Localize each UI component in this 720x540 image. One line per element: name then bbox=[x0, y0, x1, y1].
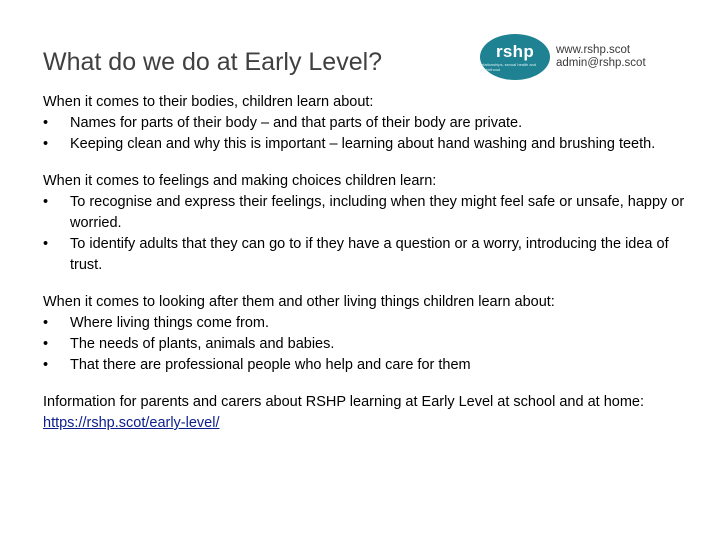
logo-email: admin@rshp.scot bbox=[556, 57, 646, 69]
intro-topic: looking after them and other living things bbox=[159, 294, 420, 310]
intro-topic: their bodies bbox=[159, 94, 235, 110]
rshp-logo bbox=[480, 34, 646, 80]
bullet-icon: • bbox=[43, 336, 49, 352]
list-item-text: The needs of plants, animals and babies. bbox=[70, 336, 335, 352]
intro-text: children learn: bbox=[341, 173, 437, 189]
list-item bbox=[43, 234, 693, 276]
bullet-icon: • bbox=[43, 136, 49, 152]
content bbox=[43, 92, 693, 434]
intro-topic: feelings and making choices bbox=[159, 173, 342, 189]
list-item-text: Where living things come from. bbox=[70, 315, 270, 331]
logo-tagline: relationships, sexual health and parenthood bbox=[480, 61, 537, 72]
logo-badge bbox=[480, 34, 550, 80]
early-level-link[interactable]: https://rshp.scot/early-level/ bbox=[43, 415, 220, 431]
bullet-icon: • bbox=[43, 315, 49, 331]
bullet-icon: • bbox=[43, 115, 49, 131]
intro-text: children learn about: bbox=[419, 294, 555, 310]
intro-text: When it comes to bbox=[43, 294, 160, 310]
list-item-text: Keeping clean and why this is important – learning about hand washing and brushing teeth. bbox=[70, 136, 656, 152]
bullet-icon: • bbox=[43, 194, 49, 210]
bullet-list bbox=[43, 313, 693, 376]
section-feelings bbox=[43, 171, 693, 276]
section-living-things bbox=[43, 292, 693, 376]
intro-text: , children learn about: bbox=[234, 94, 374, 110]
section-intro bbox=[43, 92, 693, 113]
list-item bbox=[43, 113, 693, 134]
footer-info bbox=[43, 392, 693, 434]
intro-text: When it comes to bbox=[43, 94, 160, 110]
list-item bbox=[43, 134, 693, 155]
bullet-icon: • bbox=[43, 357, 49, 373]
list-item-text: To recognise and express their feelings, including when they might feel safe or unsafe, happy or worried. bbox=[70, 194, 685, 231]
list-item bbox=[43, 192, 693, 234]
list-item-text: To identify adults that they can go to if they have a question or a worry, introducing the idea of trust. bbox=[70, 236, 669, 273]
section-bodies bbox=[43, 92, 693, 155]
footer-text: Information for parents and carers about RSHP learning at Early Level at school and at home: bbox=[43, 394, 645, 410]
intro-text: When it comes to bbox=[43, 173, 160, 189]
list-item bbox=[43, 334, 693, 355]
page-title: What do we do at Early Level? bbox=[43, 48, 383, 76]
logo-wordmark: rshp bbox=[495, 41, 535, 61]
list-item bbox=[43, 313, 693, 334]
bullet-icon: • bbox=[43, 236, 49, 252]
section-intro bbox=[43, 292, 693, 313]
logo-website: www.rshp.scot bbox=[556, 44, 631, 56]
list-item-text: Names for parts of their body – and that parts of their body are private. bbox=[70, 115, 523, 131]
logo-contact bbox=[556, 44, 646, 70]
list-item bbox=[43, 355, 693, 376]
bullet-list bbox=[43, 192, 693, 276]
section-intro bbox=[43, 171, 693, 192]
bullet-list bbox=[43, 113, 693, 155]
list-item-text: That there are professional people who help and care for them bbox=[70, 357, 471, 373]
